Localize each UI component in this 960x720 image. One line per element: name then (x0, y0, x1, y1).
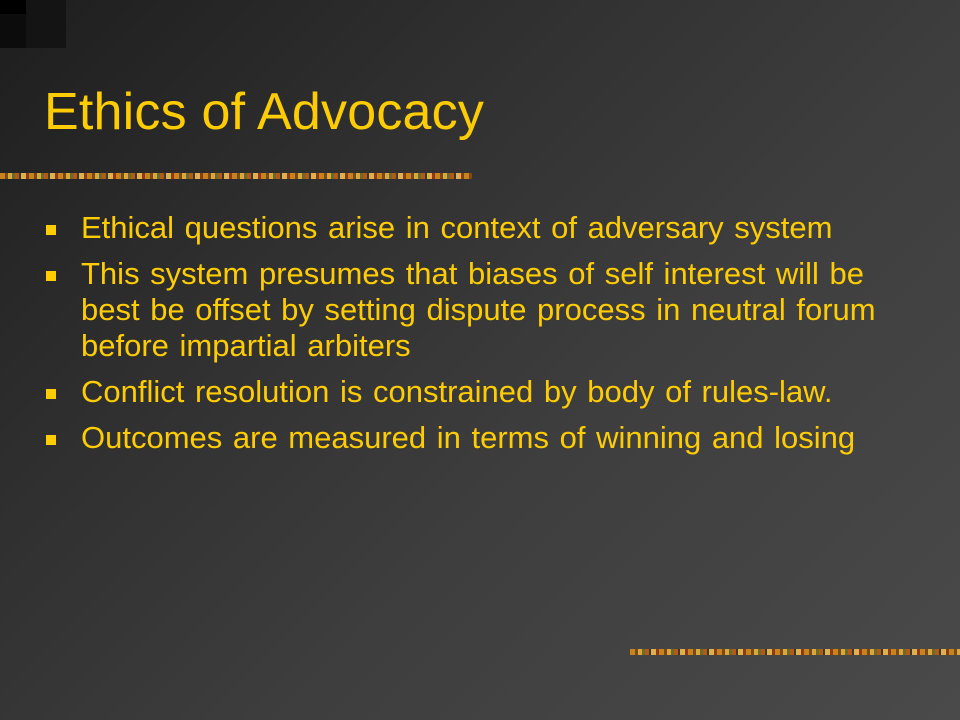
bullet-text: Outcomes are measured in terms of winning and losing (81, 420, 856, 455)
bullet-item (46, 374, 926, 410)
bullet-text: Conflict resolution is constrained by body of rules-law. (81, 374, 833, 409)
slide-title: Ethics of Advocacy (44, 83, 485, 141)
bullet-item (46, 420, 926, 456)
square-bullet-icon (46, 225, 56, 235)
bullet-list (46, 210, 926, 466)
square-bullet-icon (46, 271, 56, 281)
title-underline-rule (0, 173, 472, 179)
square-bullet-icon (46, 389, 56, 399)
square-bullet-icon (46, 435, 56, 445)
bullet-item (46, 256, 926, 364)
corner-decoration (0, 0, 66, 48)
bullet-text: This system presumes that biases of self interest will be best be offset by setting dispute process in neutral forum before impartial arbiters (81, 256, 876, 363)
footer-rule (630, 649, 960, 655)
bullet-text: Ethical questions arise in context of adversary system (81, 210, 833, 245)
bullet-item (46, 210, 926, 246)
